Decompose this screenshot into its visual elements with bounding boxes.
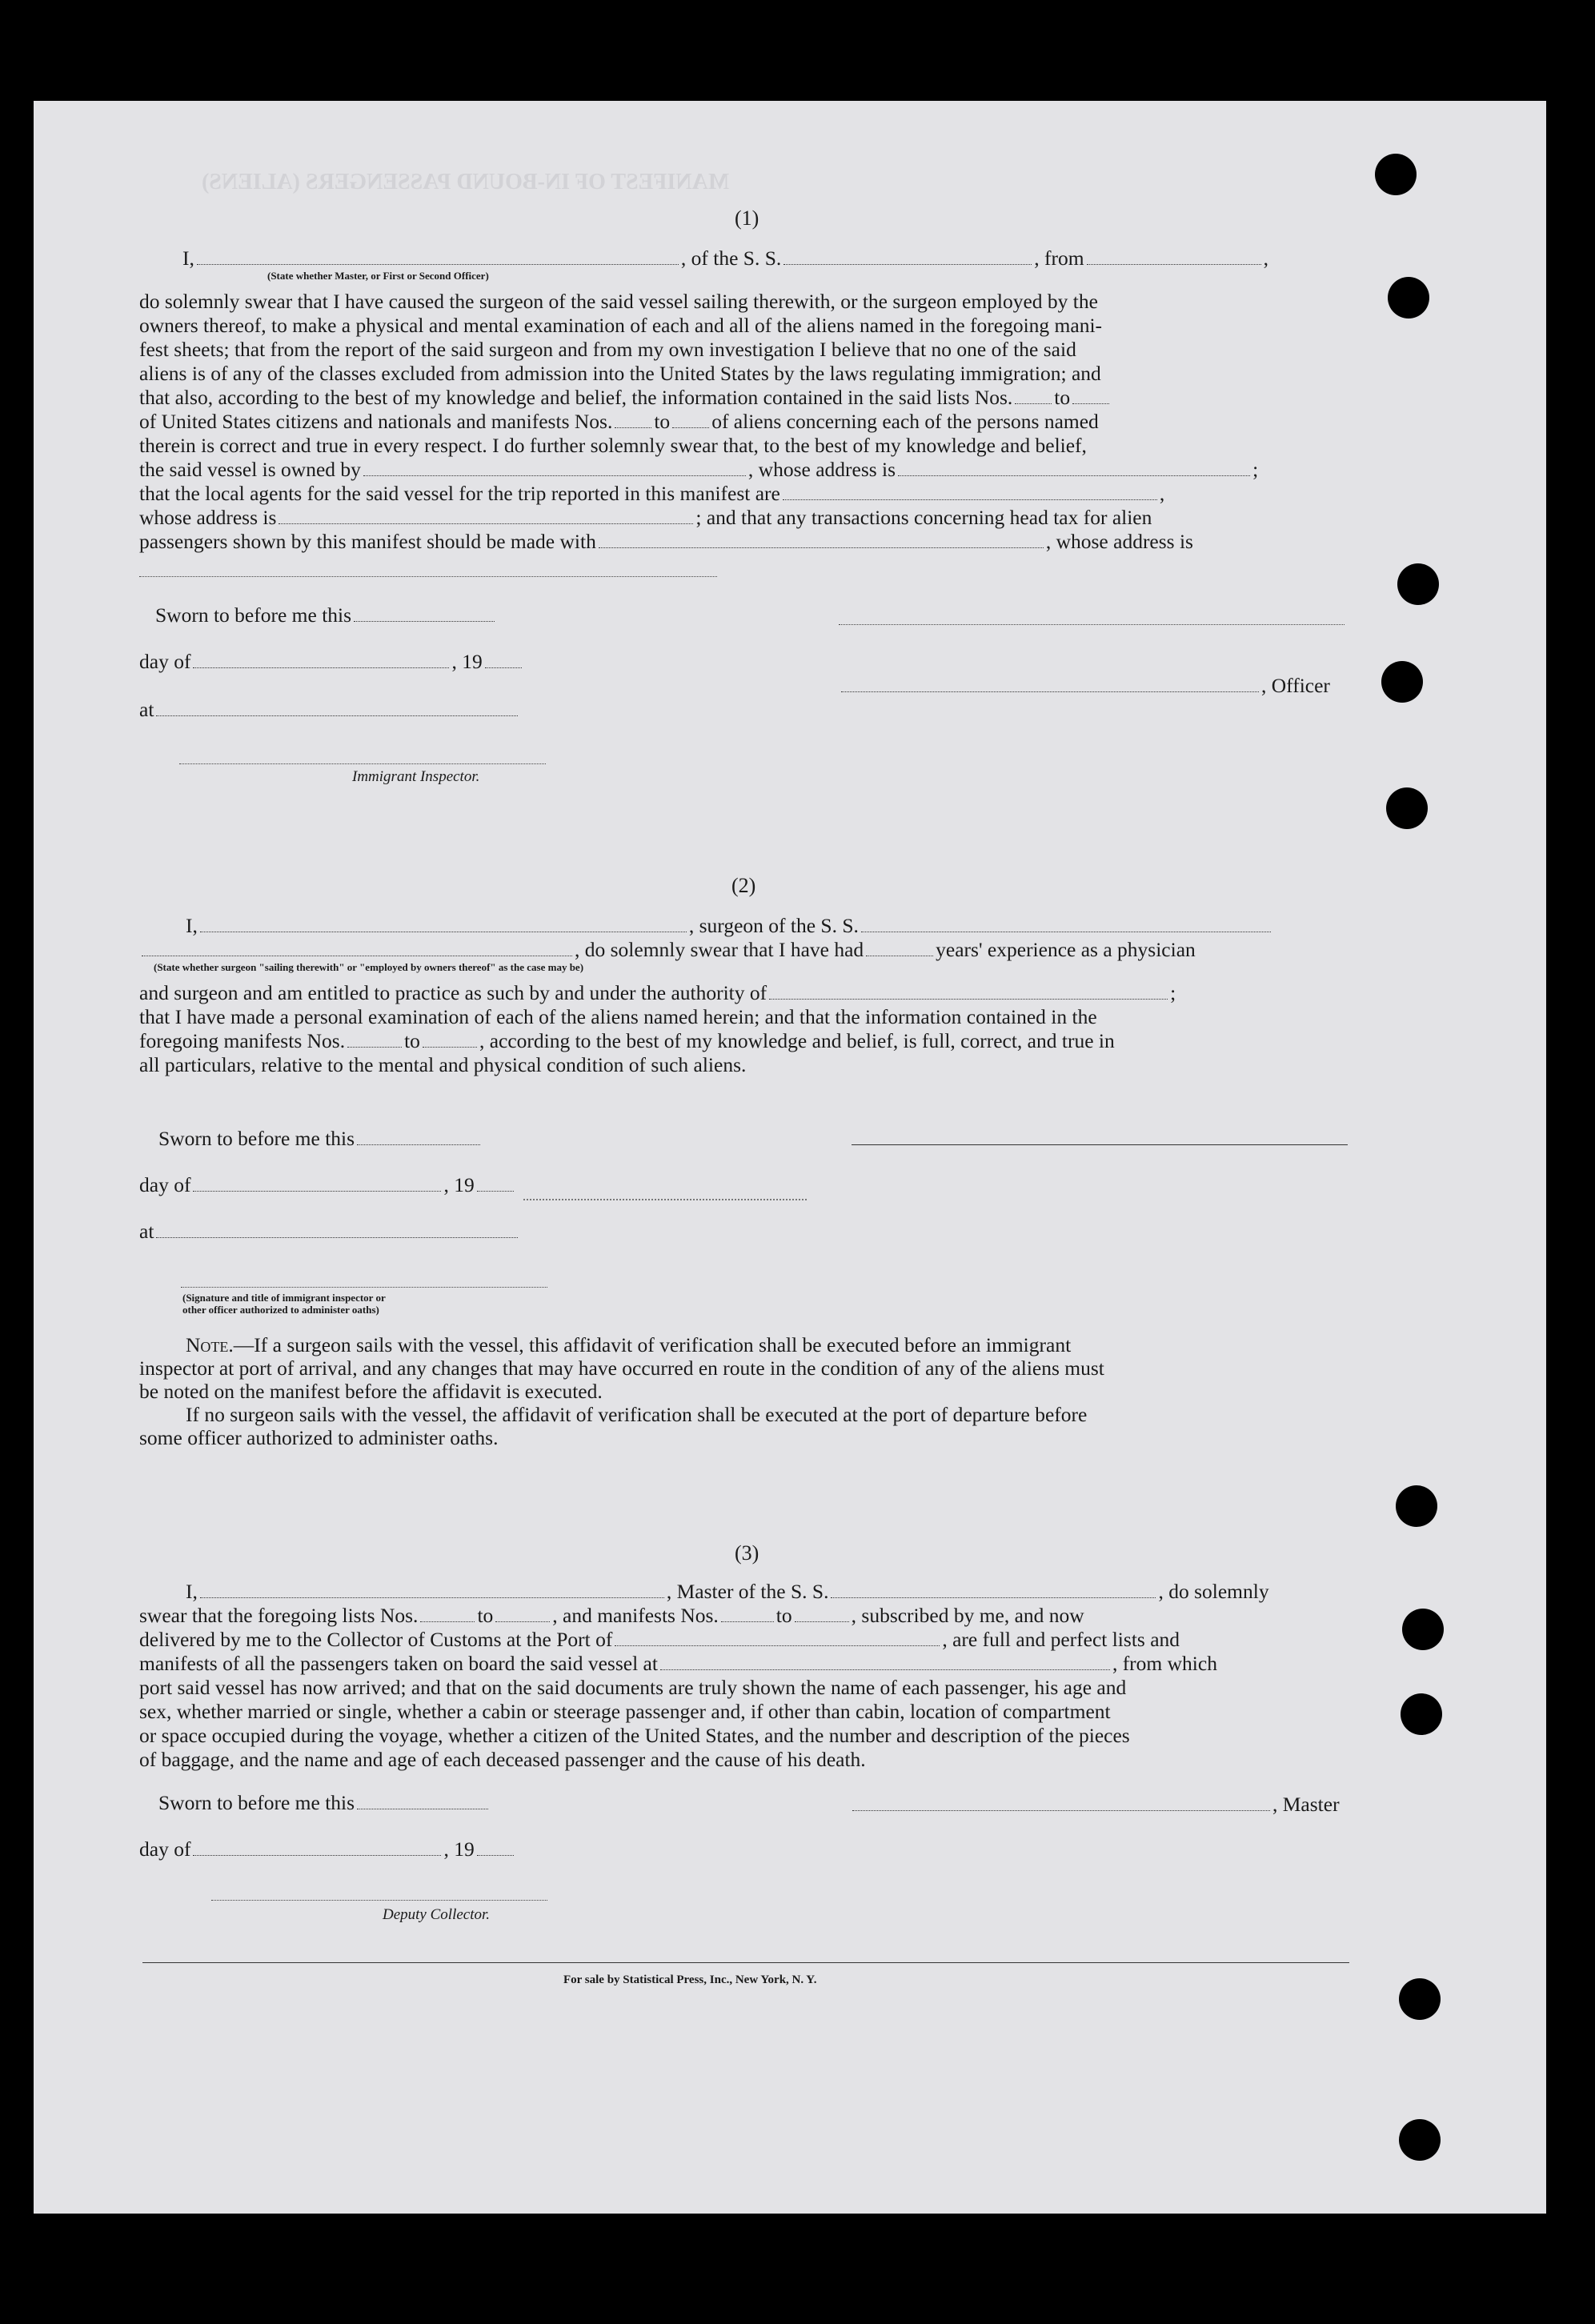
section-3-heading: (3)	[735, 1541, 759, 1565]
s1-inspector-line	[179, 763, 546, 764]
s3-para-line: swear that the foregoing lists Nos. to , and manifests Nos. to , subscribed by me, and now	[139, 1604, 1084, 1627]
s1-para-line: owners thereof, to make a physical and mental examination of each and all of the aliens named in the foregoing mani-	[139, 314, 1103, 337]
s1-para-line: whose address is ; and that any transactions concerning head tax for alien	[139, 506, 1152, 529]
s2-note-line: If no surgeon sails with the vessel, the affidavit of verification shall be executed at the port of departure before	[186, 1403, 1088, 1426]
punch-hole	[1399, 1978, 1441, 2020]
s2-surgeon-note: (State whether surgeon "sailing therewith" or "employed by owners thereof" as the case may be)	[154, 961, 584, 973]
footer-rule	[142, 1962, 1349, 1963]
punch-hole	[1381, 661, 1423, 703]
s3-para-line: port said vessel has now arrived; and that on the said documents are truly shown the name of each passenger, his age and	[139, 1676, 1127, 1699]
s2-sig-note-2: other officer authorized to administer oaths)	[182, 1304, 379, 1316]
s3-para-line: manifests of all the passengers taken on board the said vessel at , from which	[139, 1652, 1217, 1675]
s1-para-line: fest sheets; that from the report of the said surgeon and from my own investigation I believe that no one of the said	[139, 338, 1076, 361]
punch-hole	[1375, 154, 1417, 195]
s2-day-line: day of , 19	[139, 1173, 516, 1197]
s1-para-line: the said vessel is owned by , whose address is ;	[139, 458, 1259, 481]
s1-address-line	[139, 576, 717, 577]
s3-sworn-line: Sworn to before me this	[158, 1791, 491, 1815]
s1-day-line: day of , 19	[139, 650, 524, 674]
punch-hole	[1401, 1693, 1442, 1735]
s1-officer-note: (State whether Master, or First or Second Officer)	[267, 270, 489, 282]
printer-credit: For sale by Statistical Press, Inc., New York, N. Y.	[563, 1973, 817, 1986]
s1-para-line: passengers shown by this manifest should be made with , whose address is	[139, 530, 1193, 553]
s1-inspector-caption: Immigrant Inspector.	[352, 768, 480, 785]
s3-day-line: day of , 19	[139, 1837, 516, 1861]
s1-para-line: of United States citizens and nationals and manifests Nos. to of aliens concerning each of the persons named	[139, 410, 1099, 433]
s2-at-line: at	[139, 1220, 520, 1244]
s2-line1: I, , surgeon of the S. S.	[186, 914, 1273, 938]
punch-hole	[1386, 787, 1428, 829]
s3-line1: I, , Master of the S. S. , do solemnly	[186, 1580, 1269, 1603]
bleed-through-title: MANIFEST OF IN-BOUND PASSENGERS (ALIENS)	[202, 170, 730, 194]
punch-hole	[1399, 2119, 1441, 2161]
s1-para-line: aliens is of any of the classes excluded from admission into the United States by the laws regulating immigration; and	[139, 362, 1101, 385]
s3-master-line: , Master	[850, 1793, 1340, 1817]
s2-para-line: foregoing manifests Nos. to , according to the best of my knowledge and belief, is full, correct, and true in	[139, 1029, 1115, 1052]
s1-sworn-line: Sworn to before me this	[155, 603, 497, 627]
manifest-affidavit-page	[34, 101, 1546, 2214]
s3-para-line: or space occupied during the voyage, whether a citizen of the United States, and the number and description of the pieces	[139, 1724, 1130, 1747]
s3-para-line: delivered by me to the Collector of Customs at the Port of , are full and perfect lists and	[139, 1628, 1180, 1651]
s1-signature-line	[839, 624, 1345, 625]
s3-collector-caption: Deputy Collector.	[383, 1906, 491, 1923]
s1-para-line: therein is correct and true in every respect. I do further solemnly swear that, to the best of my knowledge and belief,	[139, 434, 1087, 457]
s2-dotted-mark	[523, 1199, 807, 1200]
s2-para-line: all particulars, relative to the mental and physical condition of such aliens.	[139, 1053, 747, 1076]
s2-para-line: and surgeon and am entitled to practice as such by and under the authority of ;	[139, 981, 1176, 1004]
s1-at-line: at	[139, 698, 520, 722]
s1-para-line: that the local agents for the said vessel for the trip reported in this manifest are ,	[139, 482, 1165, 505]
punch-hole	[1396, 1485, 1437, 1527]
s2-note-line: some officer authorized to administer oaths.	[139, 1426, 499, 1449]
s3-collector-line	[211, 1900, 547, 1901]
s3-para-line: sex, whether married or single, whether a cabin or steerage passenger and, if other than cabin, location of compartment	[139, 1700, 1111, 1723]
punch-hole	[1402, 1609, 1444, 1650]
s2-note-line: inspector at port of arrival, and any changes that may have occurred en route in the condition of any of the aliens must	[139, 1356, 1104, 1380]
s1-para-line: that also, according to the best of my knowledge and belief, the information contained in the said lists Nos. to	[139, 386, 1112, 410]
s2-sworn-line: Sworn to before me this	[158, 1127, 483, 1151]
s2-line2: , do solemnly swear that I have had years' experience as a physician	[139, 938, 1196, 962]
s2-para-line: that I have made a personal examination of each of the aliens named herein; and that the information contained in the	[139, 1005, 1097, 1028]
s1-line1: I, , of the S. S. , from ,	[182, 246, 1268, 270]
section-1-heading: (1)	[735, 206, 759, 230]
s1-para-line: do solemnly swear that I have caused the surgeon of the said vessel sailing therewith, or the surgeon employed by the	[139, 290, 1098, 313]
s3-para-line: of baggage, and the name and age of each deceased passenger and the cause of his death.	[139, 1748, 866, 1771]
punch-hole	[1397, 563, 1439, 605]
s2-signature-line-inspector	[181, 1287, 547, 1288]
s2-sig-note-1: (Signature and title of immigrant inspector or	[182, 1292, 386, 1304]
s2-note-line: be noted on the manifest before the affidavit is executed.	[139, 1380, 603, 1403]
s1-officer-line: , Officer	[839, 674, 1330, 698]
section-2-heading: (2)	[731, 874, 756, 897]
punch-hole	[1388, 277, 1429, 319]
s2-note-line: Note.—If a surgeon sails with the vessel, this affidavit of verification shall be executed before an immigrant	[186, 1333, 1072, 1356]
s2-signature-line	[852, 1144, 1348, 1145]
